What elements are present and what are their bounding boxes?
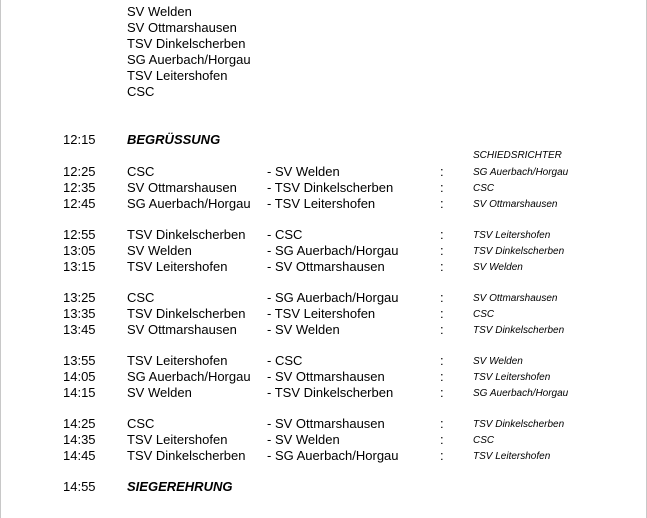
game-separator: : <box>440 290 444 305</box>
team-list-item: SG Auerbach/Horgau <box>127 52 251 67</box>
game-home-team: TSV Leitershofen <box>127 259 228 274</box>
game-home-team: SV Ottmarshausen <box>127 180 237 195</box>
game-separator: : <box>440 432 444 447</box>
game-separator: : <box>440 369 444 384</box>
game-time: 13:45 <box>63 322 96 337</box>
game-separator: : <box>440 180 444 195</box>
game-away-team: - SV Welden <box>267 322 340 337</box>
game-referee: TSV Leitershofen <box>473 230 551 241</box>
game-away-team: - SG Auerbach/Horgau <box>267 448 399 463</box>
team-list-item: CSC <box>127 84 155 99</box>
game-row <box>0 385 647 401</box>
game-referee: SV Welden <box>473 356 523 367</box>
game-separator: : <box>440 164 444 179</box>
game-home-team: CSC <box>127 164 155 179</box>
game-time: 14:25 <box>63 416 96 431</box>
team-list-item: SV Ottmarshausen <box>127 20 237 35</box>
game-row <box>0 306 647 322</box>
game-row <box>0 290 647 306</box>
game-away-team: - SV Ottmarshausen <box>267 259 385 274</box>
opening-time: 12:15 <box>63 132 96 147</box>
game-time: 14:05 <box>63 369 96 384</box>
game-away-team: - CSC <box>267 227 303 242</box>
game-home-team: SV Welden <box>127 385 192 400</box>
game-away-team: - TSV Leitershofen <box>267 306 376 321</box>
team-list-item: SV Welden <box>127 4 192 19</box>
game-referee: SG Auerbach/Horgau <box>473 388 569 399</box>
game-referee: SV Welden <box>473 262 523 273</box>
game-referee: SV Ottmarshausen <box>473 293 558 304</box>
team-list-item: TSV Dinkelscherben <box>127 36 246 51</box>
game-referee: SV Ottmarshausen <box>473 199 558 210</box>
game-away-team: - SG Auerbach/Horgau <box>267 243 399 258</box>
game-referee: SG Auerbach/Horgau <box>473 167 569 178</box>
referee-column-header: SCHIEDSRICHTER <box>473 150 562 161</box>
game-home-team: SV Ottmarshausen <box>127 322 237 337</box>
game-time: 13:15 <box>63 259 96 274</box>
game-home-team: SG Auerbach/Horgau <box>127 196 251 211</box>
team-list <box>127 4 251 100</box>
game-separator: : <box>440 385 444 400</box>
game-referee: TSV Leitershofen <box>473 372 551 383</box>
opening-row <box>0 132 647 148</box>
game-referee: TSV Dinkelscherben <box>473 419 565 430</box>
game-time: 12:35 <box>63 180 96 195</box>
game-row <box>0 369 647 385</box>
game-separator: : <box>440 243 444 258</box>
game-time: 13:55 <box>63 353 96 368</box>
game-home-team: CSC <box>127 416 155 431</box>
game-row <box>0 416 647 432</box>
game-home-team: TSV Dinkelscherben <box>127 227 246 242</box>
game-referee: CSC <box>473 435 495 446</box>
game-separator: : <box>440 306 444 321</box>
game-referee: CSC <box>473 309 495 320</box>
game-time: 12:25 <box>63 164 96 179</box>
game-row <box>0 243 647 259</box>
closing-row <box>0 479 647 495</box>
game-time: 14:45 <box>63 448 96 463</box>
game-time: 13:25 <box>63 290 96 305</box>
game-away-team: - SV Ottmarshausen <box>267 416 385 431</box>
game-away-team: - TSV Dinkelscherben <box>267 385 394 400</box>
game-time: 14:15 <box>63 385 96 400</box>
game-away-team: - SV Ottmarshausen <box>267 369 385 384</box>
game-home-team: TSV Leitershofen <box>127 432 228 447</box>
game-time: 13:35 <box>63 306 96 321</box>
game-home-team: SG Auerbach/Horgau <box>127 369 251 384</box>
opening-title: BEGRÜSSUNG <box>127 132 221 147</box>
game-separator: : <box>440 227 444 242</box>
game-referee: TSV Leitershofen <box>473 451 551 462</box>
game-referee: TSV Dinkelscherben <box>473 325 565 336</box>
closing-title: SIEGEREHRUNG <box>127 479 233 494</box>
game-row <box>0 448 647 464</box>
game-time: 14:35 <box>63 432 96 447</box>
game-referee: CSC <box>473 183 495 194</box>
game-row <box>0 259 647 275</box>
game-separator: : <box>440 353 444 368</box>
game-home-team: TSV Dinkelscherben <box>127 306 246 321</box>
game-home-team: SV Welden <box>127 243 192 258</box>
game-time: 12:55 <box>63 227 96 242</box>
game-separator: : <box>440 416 444 431</box>
game-away-team: - TSV Leitershofen <box>267 196 376 211</box>
game-row <box>0 164 647 180</box>
game-away-team: - CSC <box>267 353 303 368</box>
game-away-team: - SV Welden <box>267 432 340 447</box>
game-separator: : <box>440 322 444 337</box>
game-time: 12:45 <box>63 196 96 211</box>
game-row <box>0 353 647 369</box>
game-home-team: CSC <box>127 290 155 305</box>
game-row <box>0 432 647 448</box>
game-separator: : <box>440 196 444 211</box>
game-row <box>0 322 647 338</box>
game-row <box>0 227 647 243</box>
game-referee: TSV Dinkelscherben <box>473 246 565 257</box>
closing-time: 14:55 <box>63 479 96 494</box>
game-time: 13:05 <box>63 243 96 258</box>
game-row <box>0 196 647 212</box>
game-row <box>0 180 647 196</box>
game-home-team: TSV Leitershofen <box>127 353 228 368</box>
game-home-team: TSV Dinkelscherben <box>127 448 246 463</box>
game-away-team: - SG Auerbach/Horgau <box>267 290 399 305</box>
game-away-team: - SV Welden <box>267 164 340 179</box>
game-separator: : <box>440 259 444 274</box>
game-separator: : <box>440 448 444 463</box>
game-away-team: - TSV Dinkelscherben <box>267 180 394 195</box>
team-list-item: TSV Leitershofen <box>127 68 228 83</box>
